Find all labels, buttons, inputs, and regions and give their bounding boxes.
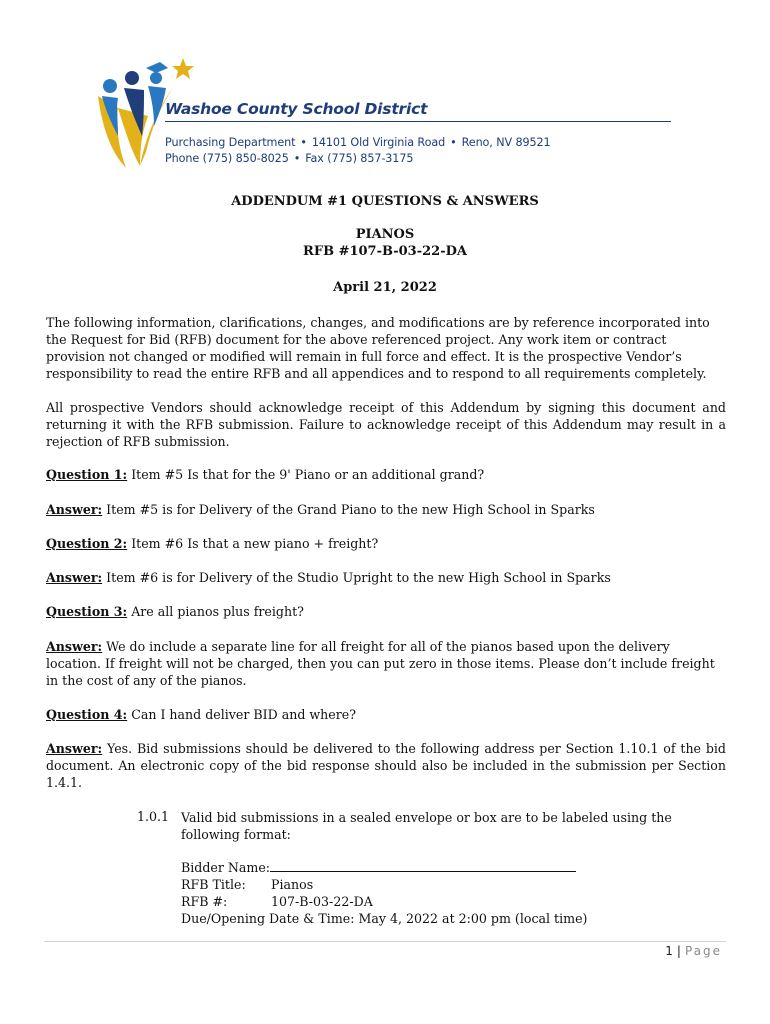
document-date: April 21, 2022 <box>333 280 437 295</box>
answer-label: Answer: <box>46 639 103 654</box>
intro-paragraph: The following information, clarifications, changes, and modifications are by reference incorporated into the Request for Bid (RFB) document for the above referenced project. Any work item or contract provision not changed or modified will remain in full force and effect. It is the prospective Vendor’s responsibility to read the entire RFB and all appendices and to respond to all requirements completely. <box>46 315 710 381</box>
page-number-value: 1 <box>665 944 673 958</box>
contact-line-phone <box>165 152 413 165</box>
due-date-line: Due/Opening Date & Time: May 4, 2022 at 2:00 pm (local time) <box>181 911 588 926</box>
contact-line-address <box>165 136 551 149</box>
rfb-number-value: 107-B-03-22-DA <box>271 894 373 909</box>
question-text: Item #6 Is that a new piano + freight? <box>127 536 379 551</box>
city-state-zip: Reno, NV 89521 <box>461 136 551 149</box>
answer-4 <box>46 740 726 791</box>
phone-number: Phone (775) 850-8025 <box>165 152 289 165</box>
rfb-number-label: RFB #: <box>181 894 228 909</box>
page-number <box>665 944 722 958</box>
question-4 <box>46 706 726 723</box>
answer-text: We do include a separate line for all freight for all of the pianos based upon the delivery location. If freight will not be charged, then you can put zero in those items. Please don’t include freight in the cost of any of the pianos. <box>46 639 715 688</box>
answer-text: Item #5 is for Delivery of the Grand Piano to the new High School in Sparks <box>102 502 595 517</box>
rfb-title-label: RFB Title: <box>181 877 246 892</box>
question-label: Question 4: <box>46 707 128 722</box>
letterhead-rule <box>165 121 671 122</box>
document-title: ADDENDUM #1 QUESTIONS & ANSWERS <box>231 194 539 209</box>
footer-rule <box>44 941 726 942</box>
rfb-number: RFB #107-B-03-22-DA <box>303 244 467 259</box>
project-name: PIANOS <box>355 227 415 242</box>
answer-3 <box>46 638 726 689</box>
separator-dot: • <box>293 152 301 165</box>
page-word: Page <box>684 944 722 958</box>
question-1 <box>46 466 726 483</box>
question-label: Question 3: <box>46 604 128 619</box>
separator-dot: • <box>450 136 457 149</box>
section-number: 1.0.1 <box>137 809 170 824</box>
question-text: Item #5 Is that for the 9' Piano or an additional grand? <box>127 467 485 482</box>
department-name: Purchasing Department <box>165 136 296 149</box>
question-text: Can I hand deliver BID and where? <box>127 707 356 722</box>
answer-label: Answer: <box>46 502 103 517</box>
answer-2 <box>46 569 726 586</box>
rfb-title-value: Pianos <box>271 877 314 892</box>
question-text: Are all pianos plus freight? <box>127 604 304 619</box>
question-3 <box>46 603 726 620</box>
acknowledge-paragraph: All prospective Vendors should acknowledge receipt of this Addendum by signing this document and returning it with the RFB submission. Failure to acknowledge receipt of this Addendum may result in a rejection of RFB submission. <box>46 400 726 449</box>
rfb-number-line <box>181 894 373 909</box>
separator-dot: • <box>300 136 307 149</box>
question-2 <box>46 535 726 552</box>
bidder-name-line <box>181 859 576 875</box>
street-address: 14101 Old Virginia Road <box>311 136 446 149</box>
bidder-name-label: Bidder Name: <box>181 860 271 875</box>
bidder-name-blank <box>270 859 576 872</box>
section-text: Valid bid submissions in a sealed envelope or box are to be labeled using the following format: <box>181 810 672 842</box>
answer-label: Answer: <box>46 741 103 756</box>
answer-1 <box>46 501 726 518</box>
answer-text: Item #6 is for Delivery of the Studio Upright to the new High School in Sparks <box>102 570 611 585</box>
district-name: Washoe County School District <box>165 100 428 118</box>
answer-label: Answer: <box>46 570 103 585</box>
answer-text: Yes. Bid submissions should be delivered to the following address per Section 1.10.1 of the bid document. An electronic copy of the bid response should also be included in the submission per Section 1.4.1. <box>46 741 726 790</box>
rfb-title-line <box>181 877 313 892</box>
question-label: Question 2: <box>46 536 128 551</box>
page-separator: | <box>676 944 681 958</box>
question-label: Question 1: <box>46 467 128 482</box>
fax-number: Fax (775) 857-3175 <box>305 152 414 165</box>
